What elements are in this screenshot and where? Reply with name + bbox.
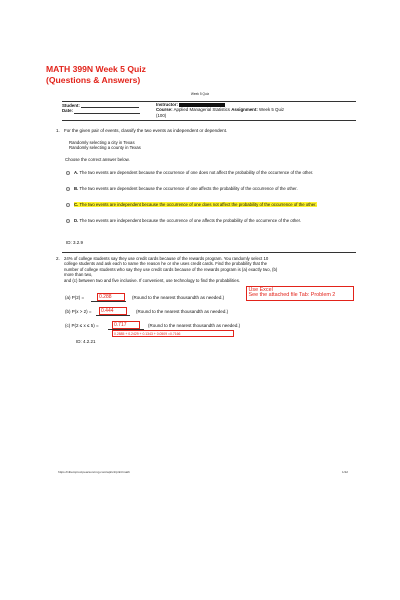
q1-event-2: Randomly selecting a county in Texas [69,145,141,150]
radio-c[interactable] [66,203,70,207]
q2-prompt-line-2: college students and ask each to name the reason he or she uses credit cards. Find the probability that the [64,261,268,267]
q1-choice-d[interactable] [66,218,356,230]
assignment-value: Week 5 Quiz [259,107,285,113]
q1-choice-b[interactable] [66,186,356,198]
title-line-1: MATH 399N Week 5 Quiz [46,64,146,74]
q2-prompt-line-5: and (c) between two and five inclusive. If convenient, use technology to find the probabilities. [64,277,241,283]
q1-event-1: Randomly selecting a city in Texas [69,140,135,145]
part-a-hint: (Round to the nearest thousandth as needed.) [132,295,225,300]
course-value: Applied Managerial Statistics [173,107,230,113]
q1-instruction: Choose the correct answer below. [65,157,130,162]
part-b-answer-box[interactable]: 0.444 [99,307,127,315]
q1-id: ID: 3.2.9 [66,240,84,245]
choice-d-letter: D. [74,218,79,223]
q1-choice-c[interactable] [66,202,356,214]
choice-d-text: The two events are independent because the occurrence of one affects the probability of the occurrence of the other. [79,218,302,223]
quiz-header [62,101,356,121]
q2-prompt-line-1: 24% of college students say they use credit cards because of the rewards program. You randomly select 10 [64,256,269,261]
q2-id: ID: 4.2.21 [76,339,96,344]
page-heading: Week 5 Quiz [190,92,210,96]
choice-b-letter: B. [74,186,79,191]
excel-note-line-1: Use Excel [248,286,273,293]
q2-prompt [64,256,356,283]
choice-a-letter: A. [74,170,79,175]
choice-c-text: The two events are independent because the occurrence of one does not affect the probability of the occurrence of the other. [79,202,317,207]
q1-prompt: For the given pair of events, classify the two events as independent or dependent. [64,128,228,133]
excel-note [246,286,354,301]
q1-choice-a[interactable] [66,170,356,182]
part-a-answer-box[interactable]: 0.288 [97,293,125,301]
q2-part-a-label: (a) P(2) = [65,295,85,300]
part-b-underline [96,315,130,316]
radio-a[interactable] [66,171,70,175]
choice-c-letter: C. [74,202,79,207]
date-blank [74,110,140,114]
excel-note-line-2: See the attached file Tab: Problem 2 [248,292,336,299]
q1-number: 1. [56,128,60,133]
header-bottom-rule [62,120,356,121]
part-b-hint: (Round to the nearest thousandth as needed.) [136,309,229,314]
part-c-hint: (Round to the nearest thousandth as needed.) [148,323,241,328]
student-label: Student: [62,103,80,108]
q2-number: 2. [56,256,60,261]
title-line-2: (Questions & Answers) [46,75,141,85]
part-a-underline [91,301,126,302]
question-divider [62,252,356,253]
calc-note: 0.2885 + 0.2429 + 0.1343 + 0.0509 =0.7166 [112,330,234,337]
q2-part-b-label: (b) P(x > 2) = [65,309,92,314]
radio-d[interactable] [66,219,70,223]
course-info [156,102,356,118]
part-c-answer-box[interactable]: 0.717 [112,321,140,329]
document-title [46,64,146,86]
q2-prompt-line-3: number of college students who say they use credit cards because of the rewards program is (a) exactly two, (b) [64,266,278,272]
course-label: Course: [156,107,173,113]
choice-b-text: The two events are dependent because the occurrence of one affects the probability of the occurrence of the other. [79,186,298,191]
instructor-label: Instructor: [156,102,178,107]
assignment-label: Assignment: [231,107,258,113]
footer-page-number: 1/12 [342,470,349,474]
choice-a-text: The two events are dependent because the occurrence of one does not affect the probability of the occurrence of the other. [79,170,314,175]
date-label: Date: [62,108,73,114]
footer-url: https://xlitemprod.pearsoncmg.com/api/v1/print/math [58,470,130,474]
q2-prompt-line-4: more than two, [64,272,93,278]
radio-b[interactable] [66,187,70,191]
student-info [62,103,152,114]
course-code: (100) [156,112,167,118]
q2-part-c-label: (c) P(2 ≤ x ≤ 5) = [65,323,99,328]
